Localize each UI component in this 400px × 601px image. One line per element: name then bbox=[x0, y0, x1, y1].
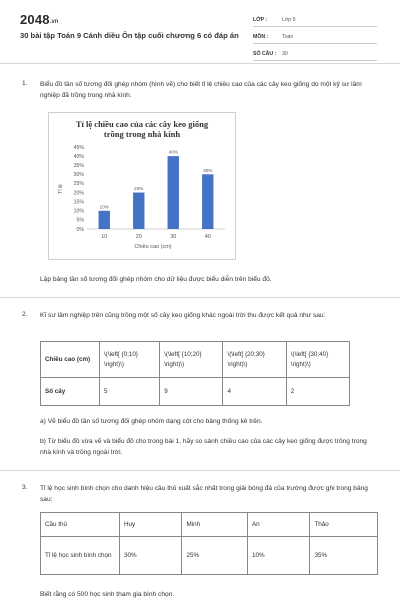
data-label: 10% bbox=[99, 204, 109, 210]
question-2-part-a: a) Vẽ biểu đồ tần số tương đối ghép nhóm dạng cột cho bảng thống kê trên. bbox=[40, 418, 263, 425]
meta-value: Lớp 9 bbox=[282, 16, 296, 23]
table-cell: 25% bbox=[182, 537, 248, 575]
x-tick-label: 30 bbox=[170, 234, 177, 240]
bar bbox=[133, 193, 144, 229]
y-tick-label: 15% bbox=[73, 199, 84, 206]
question-1-text: Biểu đồ tần số tương đối ghép nhóm (hình vẽ) cho biết tỉ lệ chiều cao của các cây keo giống do một kỹ sư lâm nghiệp đã trồng trong nhà kính. bbox=[40, 81, 362, 99]
question-number: 2. bbox=[22, 311, 28, 318]
meta-value: Toán bbox=[282, 33, 294, 40]
table-cell: Cầu thủ bbox=[41, 513, 120, 537]
meta-grade bbox=[253, 13, 377, 27]
table-row bbox=[41, 342, 350, 378]
y-tick-label: 40% bbox=[73, 153, 84, 160]
y-tick-label: 5% bbox=[76, 217, 84, 224]
meta-key: MÔN : bbox=[253, 33, 269, 40]
data-label: 30% bbox=[203, 167, 213, 173]
y-tick-label: 20% bbox=[73, 190, 84, 197]
question-2-text: Kĩ sư lâm nghiệp trên cũng trồng một số cây keo giống khác ngoài trời thu được kết quả như sau: bbox=[40, 312, 326, 319]
x-tick-label: 20 bbox=[135, 234, 142, 240]
page-header bbox=[0, 0, 400, 62]
table-cell: 2 bbox=[286, 378, 349, 406]
meta-value: 30 bbox=[282, 50, 288, 57]
y-tick-label: 45% bbox=[73, 144, 84, 151]
table-cell: 30% bbox=[120, 537, 182, 575]
table-cell: Huy bbox=[120, 513, 182, 537]
divider bbox=[0, 63, 400, 64]
table-row bbox=[41, 513, 378, 537]
document-meta bbox=[253, 13, 377, 64]
table-cell: 10% bbox=[247, 537, 309, 575]
question-number: 3. bbox=[22, 484, 28, 491]
x-tick-label: 10 bbox=[101, 234, 108, 240]
divider bbox=[0, 470, 400, 471]
table-cell: 9 bbox=[160, 378, 223, 406]
data-label: 40% bbox=[168, 149, 178, 155]
meta-subject bbox=[253, 30, 377, 44]
y-tick-label: 0% bbox=[76, 226, 84, 233]
outdoor-trees-table bbox=[40, 341, 350, 406]
table-cell: Tỉ lệ học sinh bình chọn bbox=[41, 537, 120, 575]
y-tick-label: 35% bbox=[73, 163, 84, 170]
x-tick-label: 40 bbox=[204, 234, 211, 240]
logo-text: 2048 bbox=[20, 12, 50, 27]
table-cell: An bbox=[247, 513, 309, 537]
table-cell: 35% bbox=[310, 537, 378, 575]
question-1-task: Lập bảng tần số tương đối ghép nhóm cho dữ liệu được biểu diễn trên biểu đồ. bbox=[40, 276, 272, 283]
meta-question-count bbox=[253, 47, 377, 61]
x-axis-label: Chiều cao (cm) bbox=[134, 244, 172, 250]
meta-key: LỚP : bbox=[253, 16, 268, 23]
document-title: 30 bài tập Toán 9 Cánh diều Ôn tập cuối chương 6 có đáp án bbox=[20, 31, 239, 40]
question-3-continuation: Biết rằng có 500 học sinh tham gia bình chọn. bbox=[40, 591, 175, 598]
y-tick-label: 30% bbox=[73, 172, 84, 179]
table-cell: Chiều cao (cm) bbox=[41, 342, 100, 378]
relative-frequency-chart bbox=[48, 112, 236, 260]
y-tick-label: 10% bbox=[73, 208, 84, 215]
player-vote-table bbox=[40, 512, 378, 575]
table-cell: \(\left[ {20;30} \right)\) bbox=[223, 342, 286, 378]
table-cell: Thảo bbox=[310, 513, 378, 537]
data-label: 20% bbox=[134, 186, 144, 192]
table-cell: Số cây bbox=[41, 378, 100, 406]
question-number: 1. bbox=[22, 80, 28, 87]
table-cell: \(\left[ {0;10} \right)\) bbox=[100, 342, 160, 378]
bar bbox=[202, 174, 213, 229]
divider bbox=[0, 297, 400, 298]
bar bbox=[99, 211, 110, 229]
chart-title-line-2: trồng trong nhà kính bbox=[103, 129, 181, 139]
table-cell: \(\left[ {10;20} \right)\) bbox=[160, 342, 223, 378]
meta-key: SỐ CÂU : bbox=[253, 50, 277, 57]
chart-svg bbox=[49, 113, 235, 259]
table-cell: 4 bbox=[223, 378, 286, 406]
table-row bbox=[41, 537, 378, 575]
table-cell: \(\left[ {30;40} \right)\) bbox=[286, 342, 349, 378]
table-cell: 5 bbox=[100, 378, 160, 406]
y-axis-label: Tỉ lệ bbox=[58, 184, 64, 194]
table-cell: Minh bbox=[182, 513, 248, 537]
table-row bbox=[41, 378, 350, 406]
question-3-text: Tỉ lệ học sinh bình chọn cho danh hiệu cầu thủ xuất sắc nhất trong giải bóng đá của trường được ghi trong bảng sau: bbox=[40, 485, 368, 503]
chart-title-line-1: Tỉ lệ chiều cao của các cây keo giống bbox=[75, 119, 209, 129]
site-logo[interactable] bbox=[20, 12, 58, 27]
bar bbox=[168, 156, 179, 229]
logo-suffix: .vn bbox=[49, 19, 59, 25]
y-tick-label: 25% bbox=[73, 181, 84, 188]
question-2-part-b: b) Từ biểu đồ vừa vẽ và biểu đồ cho trong bài 1, hãy so sánh chiều cao của các cây keo giống được trồng trong nhà kính và trồng ngoài trời. bbox=[40, 438, 367, 456]
